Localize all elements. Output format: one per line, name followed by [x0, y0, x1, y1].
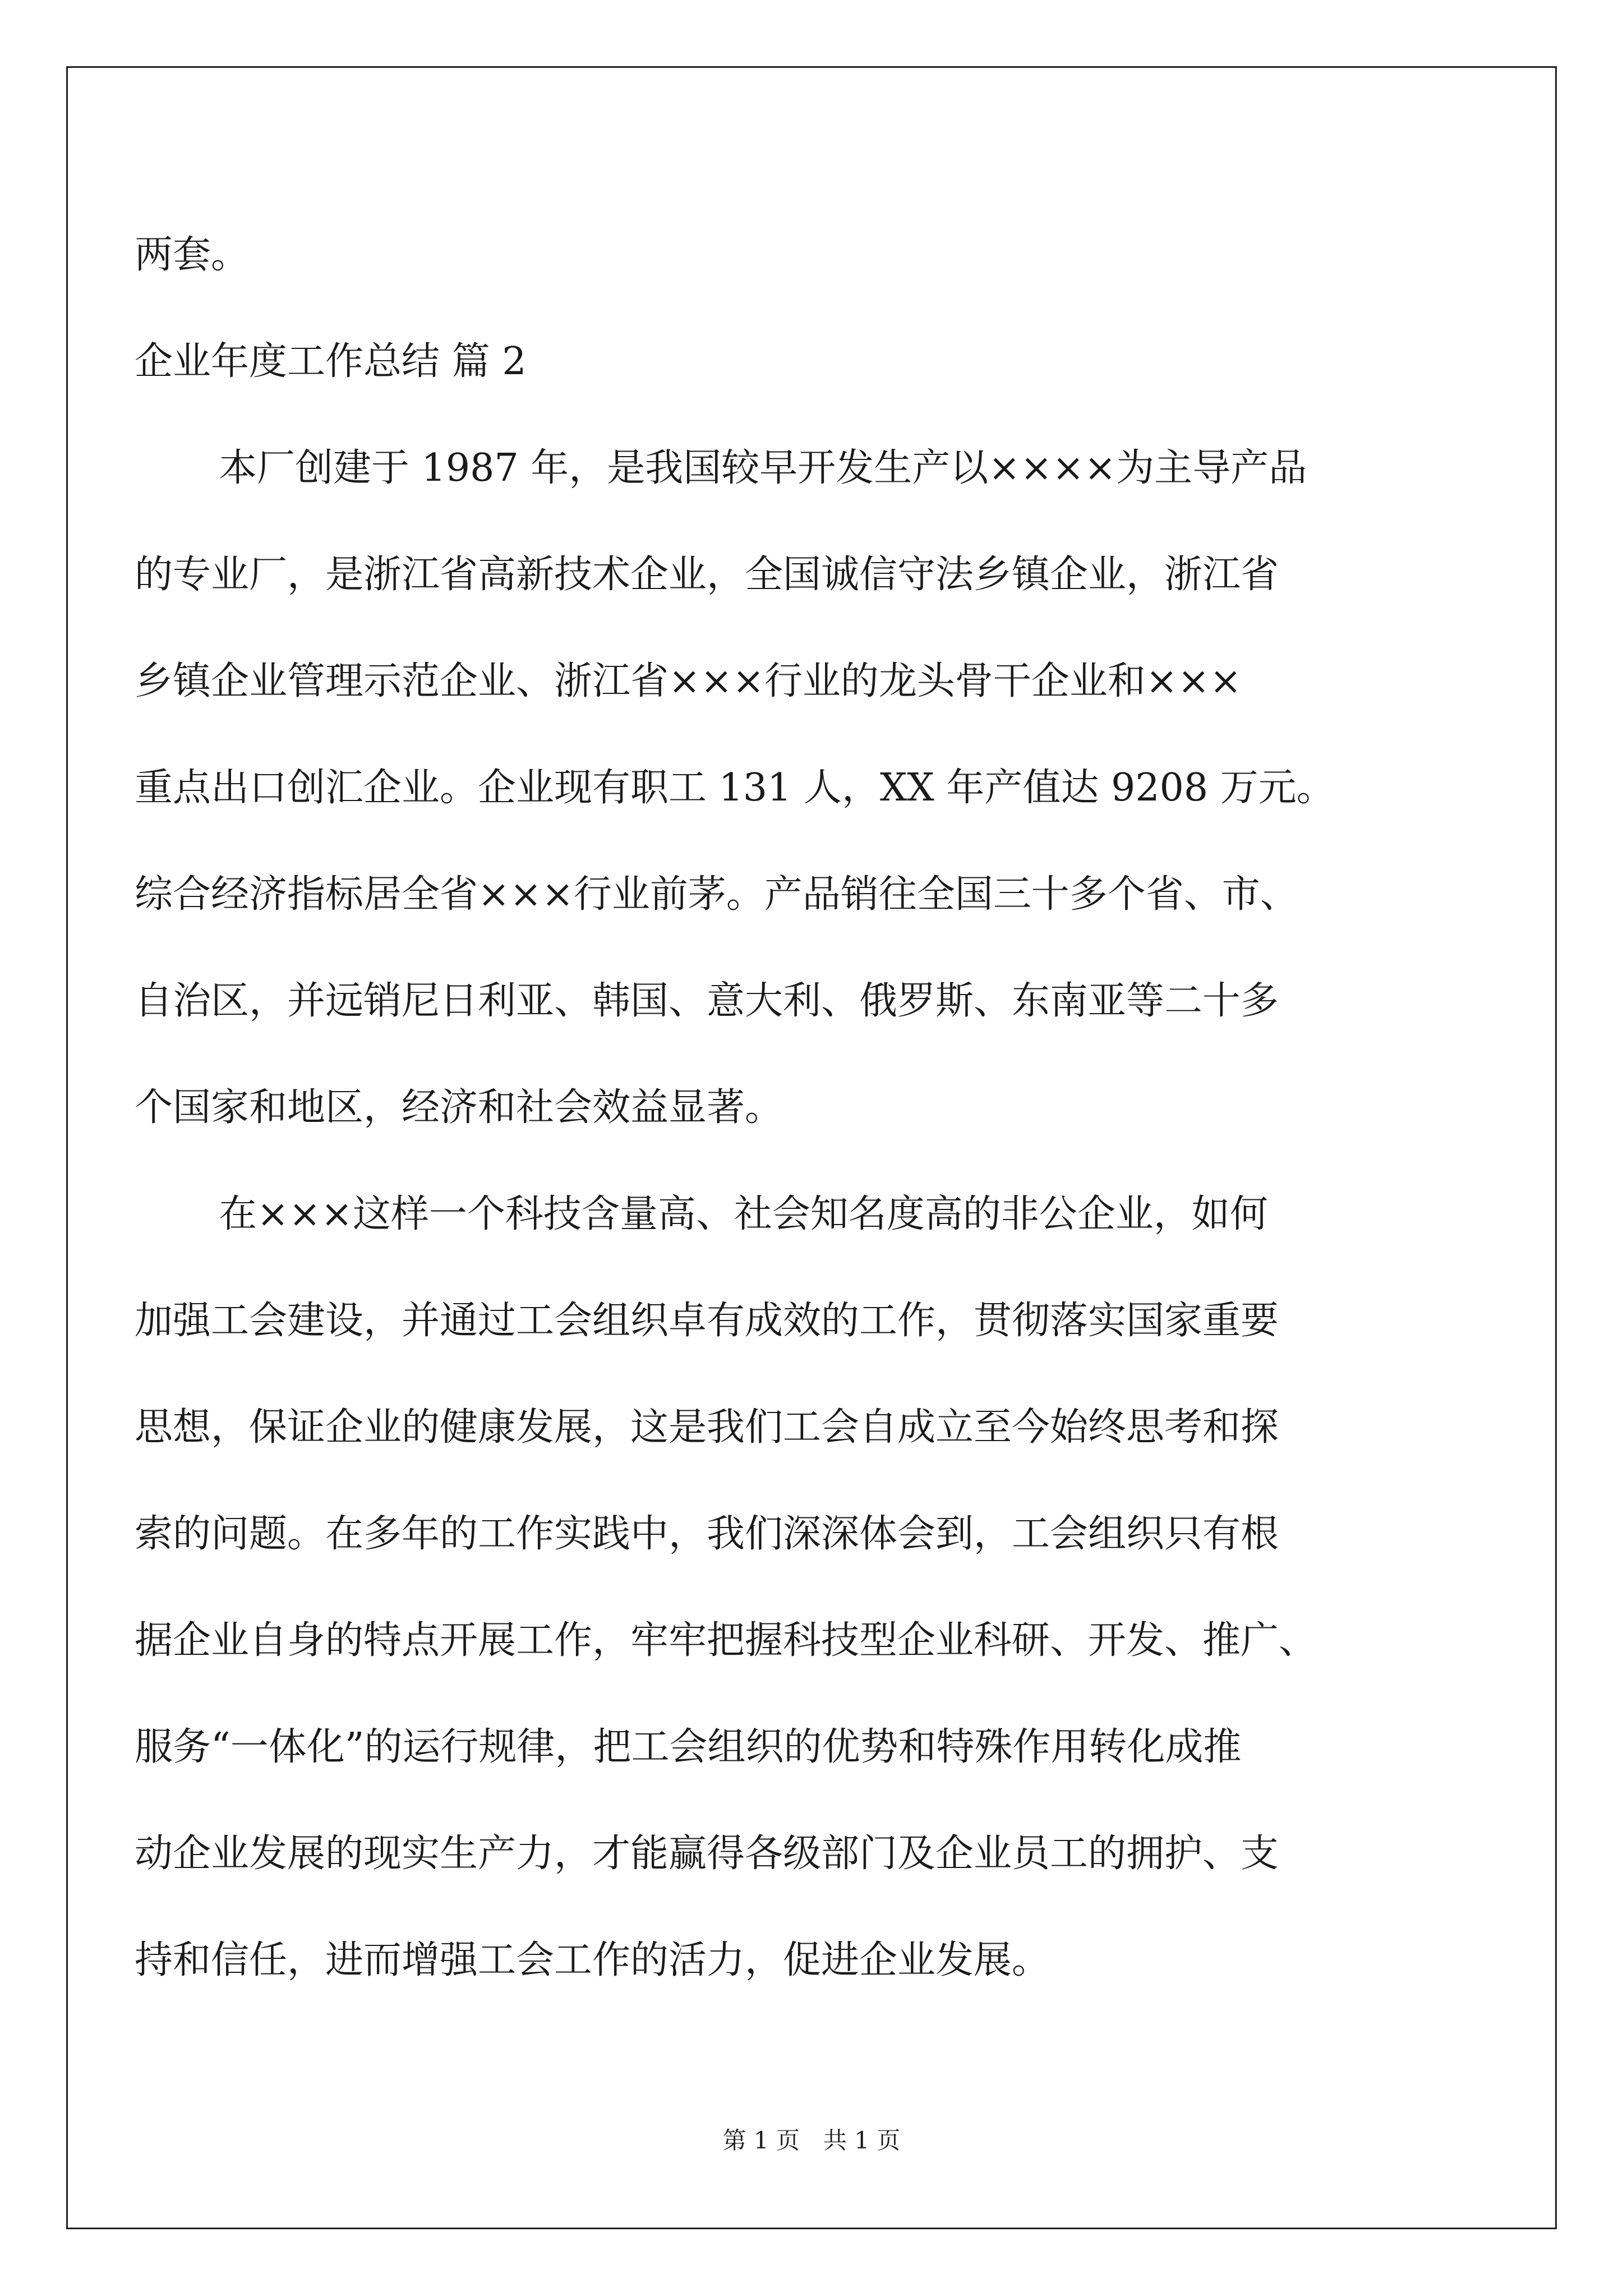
page-number-footer: 第 1 页 共 1 页	[722, 2127, 901, 2154]
paragraph-2-line: 加强工会建设，并通过工会组织卓有成效的工作，贯彻落实国家重要	[135, 1299, 1279, 1343]
paragraph-1-line: 个国家和地区，经济和社会效益显著。	[135, 1085, 783, 1130]
paragraph-2-line: 在×××这样一个科技含量高、社会知名度高的非公企业，如何	[219, 1192, 1268, 1236]
paragraph-2-line: 思想，保证企业的健康发展，这是我们工会自成立至今始终思考和探	[135, 1405, 1279, 1450]
paragraph-2-line: 服务“一体化”的运行规律，把工会组织的优势和特殊作用转化成推	[135, 1725, 1242, 1769]
paragraph-1-line: 综合经济指标居全省×××行业前茅。产品销往全国三十多个省、市、	[135, 872, 1298, 917]
paragraph-2-line: 动企业发展的现实生产力，才能赢得各级部门及企业员工的拥护、支	[135, 1832, 1279, 1876]
paragraph-1-line: 本厂创建于 1987 年，是我国较早开发生产以××××为主导产品	[219, 446, 1307, 490]
paragraph-1-line: 的专业厂，是浙江省高新技术企业，全国诚信守法乡镇企业，浙江省	[135, 553, 1279, 597]
paragraph-1-line: 乡镇企业管理示范企业、浙江省×××行业的龙头骨干企业和×××	[135, 659, 1242, 703]
paragraph-2-line: 持和信任，进而增强工会工作的活力，促进企业发展。	[135, 1938, 1050, 1982]
paragraph-1-line: 重点出口创汇企业。企业现有职工 131 人，XX 年产值达 9208 万元。	[135, 766, 1335, 810]
paragraph-1-line: 自治区，并远销尼日利亚、韩国、意大利、俄罗斯、东南亚等二十多	[135, 979, 1279, 1023]
document-body	[135, 202, 1447, 2014]
paragraph-2-line: 索的问题。在多年的工作实践中，我们深深体会到，工会组织只有根	[135, 1512, 1279, 1556]
section-heading: 企业年度工作总结 篇 2	[135, 339, 527, 384]
text-line: 两套。	[135, 233, 250, 277]
paragraph-2-line: 据企业自身的特点开展工作，牢牢把握科技型企业科研、开发、推广、	[135, 1618, 1317, 1663]
